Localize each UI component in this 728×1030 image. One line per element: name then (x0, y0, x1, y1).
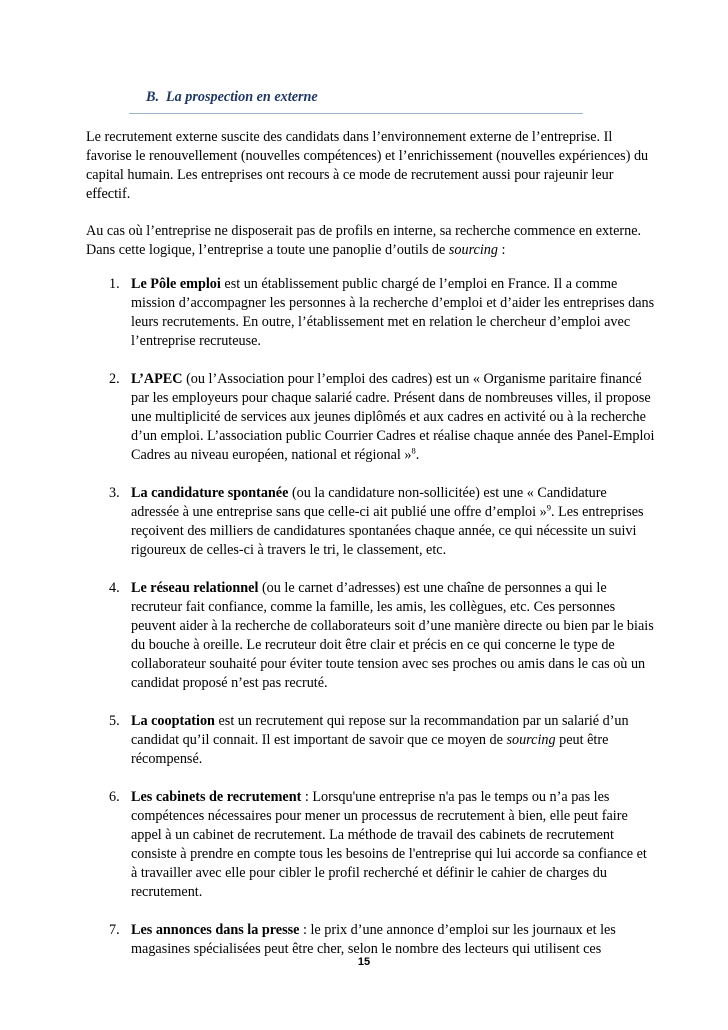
list-item-number: 5. (109, 713, 120, 729)
list-item-number: 3. (109, 485, 120, 501)
list-item (86, 712, 656, 769)
list-item-text: est un établissement public chargé de l’emploi en France. Il a comme mission d’accompagner les personnes à la recherche d’emploi et d’aider les entreprises dans leurs recrutements. En outre, l’établissement met en relation le chercheur d’emploi avec l’entreprise recruteuse. (131, 276, 655, 349)
list-item-number: 4. (109, 580, 120, 596)
list-item (86, 788, 656, 902)
list-item-term: La candidature spontanée (131, 485, 289, 501)
list-item-term: Le Pôle emploi (131, 276, 221, 292)
sourcing-term: sourcing (506, 732, 556, 748)
intro-paragraph: Le recrutement externe suscite des candidats dans l’environnement externe de l’entreprise. Il favorise le renouvellement (nouvelles compétences) et l’enrichissement (nouvelles expériences) du capital humain. Les entreprises ont recours à ce mode de recrutement aussi pour rajeunir leur effectif. (86, 129, 649, 202)
list-item-term: Les annonces dans la presse (131, 922, 300, 938)
footnote-ref: 9 (546, 502, 551, 513)
list-item-after: peut être récompensé. (131, 732, 609, 767)
list-item-term: L’APEC (131, 371, 183, 387)
list-item-term: Les cabinets de recrutement (131, 789, 302, 805)
list-item-text: (ou la candidature non-sollicitée) est une « Candidature adressée à une entreprise sans que celle-ci ait publié une offre d’emploi » (131, 485, 607, 520)
list-item-term: Le réseau relationnel (131, 580, 259, 596)
list-item-number: 2. (109, 371, 120, 387)
footnote-ref: 8 (411, 445, 416, 456)
list-item-text: (ou le carnet d’adresses) est une chaîne de personnes a qui le recruteur fait confiance, comme la famille, les amis, les collègues, etc. Ces personnes peuvent aider à la recherche de collaborateurs soit d’une manière directe ou bien par le biais du bouche à oreille. Le recruteur doit être clair et précis en ce qui concerne le type de collaborateur souhaité pour éviter toute tension avec ses proches ou amis dans le cas où un candidat proposé n’est pas recruté. (131, 580, 654, 691)
sourcing-tools-list (86, 275, 656, 959)
list-item-after: . (415, 447, 420, 463)
list-item-number: 7. (109, 922, 120, 938)
list-item-term: La cooptation (131, 713, 215, 729)
list-item-text: : le prix d’une annonce d’emploi sur les journaux et les magasines spécialisées peut être cher, selon le nombre des lecteurs qui utilisent ces (131, 922, 616, 957)
list-item (86, 370, 656, 465)
sourcing-paragraph-end: : (498, 242, 506, 258)
list-item (86, 275, 656, 351)
list-item (86, 484, 656, 560)
list-item-number: 1. (109, 276, 120, 292)
list-item-after: . Les entreprises reçoivent des milliers de candidatures spontanées chaque année, ce qui nécessite un suivi rigoureux de celles-ci à travers le tri, le classement, etc. (131, 504, 644, 558)
list-item (86, 579, 656, 693)
page-number: 15 (357, 956, 371, 968)
list-item-number: 6. (109, 789, 120, 805)
list-item-text: (ou l’Association pour l’emploi des cadres) est un « Organisme paritaire financé par les employeurs pour chaque salarié cadre. Présent dans de nombreuses villes, il propose une multiplicité de services aux jeunes diplômés et aux cadres en activité ou à la recherche d’un emploi. L’association public Courrier Cadres et réalise chaque année des Panel-Emploi Cadres au niveau européen, national et régional » (131, 371, 655, 463)
list-item-text: est un recrutement qui repose sur la recommandation par un salarié d’un candidat qu’il connait. Il est important de savoir que ce moyen de (131, 713, 629, 748)
section-heading (129, 88, 583, 114)
sourcing-term: sourcing (448, 242, 498, 258)
section-title: La prospection en externe (166, 89, 318, 105)
section-letter: B. (146, 89, 160, 105)
sourcing-paragraph-text: Au cas où l’entreprise ne disposerait pas de profils en interne, sa recherche commence en externe. Dans cette logique, l’entreprise a toute une panoplie d’outils de (86, 223, 642, 258)
sourcing-paragraph (86, 222, 656, 260)
list-item-text: : Lorsqu'une entreprise n'a pas le temps ou n’a pas les compétences nécessaires pour mener un processus de recrutement à bien, elle peut faire appel à un cabinet de recrutement. La méthode de travail des cabinets de recrutement consiste à prendre en compte tous les besoins de l'entreprise qui lui accorde sa confiance et à travailler avec elle pour cibler le profil recherché et définir le cahier de charges du recrutement. (131, 789, 647, 900)
